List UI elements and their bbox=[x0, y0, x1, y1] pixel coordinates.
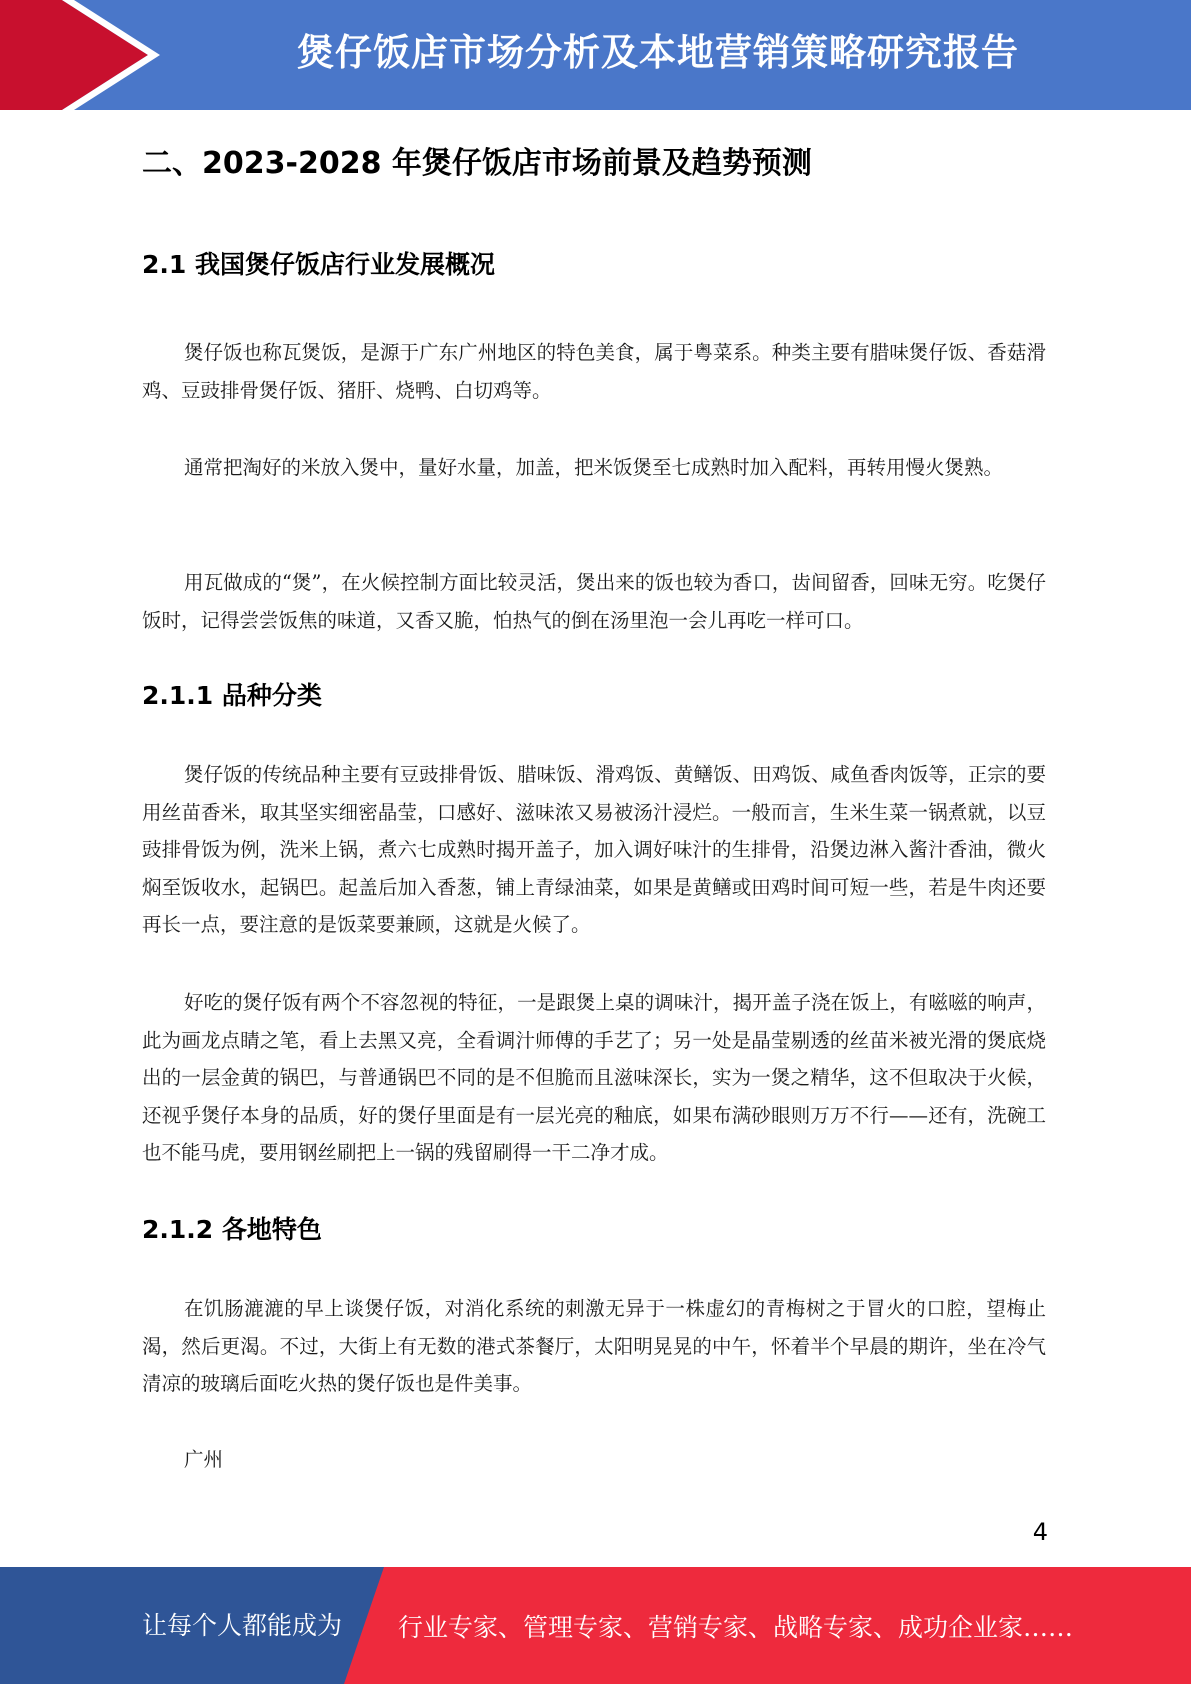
subsection-heading-regional: 2.1.2 各地特色 bbox=[142, 1215, 322, 1244]
paragraph: 在饥肠漉漉的早上谈煲仔饭，对消化系统的刺激无异于一株虚幻的青梅树之于冒火的口腔，望梅止渴，然后更渴。不过，大街上有无数的港式茶餐厅，太阳明晃晃的中午，怀着半个早晨的期许，坐在冷气清凉的玻璃后面吃火热的煲仔饭也是件美事。 bbox=[142, 1297, 1046, 1395]
report-title: 煲仔饭店市场分析及本地营销策略研究报告 bbox=[297, 31, 1019, 74]
subsection-heading: 2.1 我国煲仔饭店行业发展概况 bbox=[142, 250, 495, 279]
page-number: 4 bbox=[1032, 1518, 1048, 1546]
section-heading: 二、2023-2028 年煲仔饭店市场前景及趋势预测 bbox=[142, 146, 812, 181]
paragraph: 广州 bbox=[184, 1448, 224, 1471]
footer-banner bbox=[0, 1567, 1191, 1684]
paragraph: 通常把淘好的米放入煲中，量好水量，加盖，把米饭煲至七成熟时加入配料，再转用慢火煲熟。 bbox=[184, 456, 1004, 479]
footer-slogan-right: 行业专家、管理专家、营销专家、战略专家、成功企业家…… bbox=[398, 1613, 1074, 1642]
paragraph: 好吃的煲仔饭有两个不容忽视的特征，一是跟煲上桌的调味汁，揭开盖子浇在饭上，有嗞嗞的响声，此为画龙点睛之笔，看上去黑又亮，全看调汁师傅的手艺了；另一处是晶莹剔透的丝苗米被光滑的煲底烧出的一层金黄的锅巴，与普通锅巴不同的是不但脆而且滋味深长，实为一煲之精华，这不但取决于火候，还视乎煲仔本身的品质，好的煲仔里面是有一层光亮的釉底，如果布满砂眼则万万不行——还有，洗碗工也不能马虎，要用钢丝刷把上一锅的残留刷得一干二净才成。 bbox=[142, 991, 1046, 1164]
paragraph: 煲仔饭也称瓦煲饭，是源于广东广州地区的特色美食，属于粤菜系。种类主要有腊味煲仔饭、香菇滑鸡、豆豉排骨煲仔饭、猪肝、烧鸭、白切鸡等。 bbox=[142, 341, 1046, 402]
paragraph: 煲仔饭的传统品种主要有豆豉排骨饭、腊味饭、滑鸡饭、黄鳝饭、田鸡饭、咸鱼香肉饭等，正宗的要用丝苗香米，取其坚实细密晶莹，口感好、滋味浓又易被汤汁浸烂。一般而言，生米生菜一锅煮就，以豆豉排骨饭为例，洗米上锅，煮六七成熟时揭开盖子，加入调好味汁的生排骨，沿煲边淋入酱汁香油，微火焖至饭收水，起锅巴。起盖后加入香葱，铺上青绿油菜，如果是黄鳝或田鸡时间可短一些，若是牛肉还要再长一点，要注意的是饭菜要兼顾，这就是火候了。 bbox=[142, 763, 1046, 936]
header-arrow-decoration bbox=[0, 0, 160, 110]
subsection-heading-varieties: 2.1.1 品种分类 bbox=[142, 681, 322, 710]
header-banner bbox=[0, 0, 1191, 110]
paragraph: 用瓦做成的“煲”，在火候控制方面比较灵活，煲出来的饭也较为香口，齿间留香，回味无穷。吃煲仔饭时，记得尝尝饭焦的味道，又香又脆，怕热气的倒在汤里泡一会儿再吃一样可口。 bbox=[142, 571, 1046, 632]
footer-slogan-left: 让每个人都能成为 bbox=[142, 1611, 343, 1640]
